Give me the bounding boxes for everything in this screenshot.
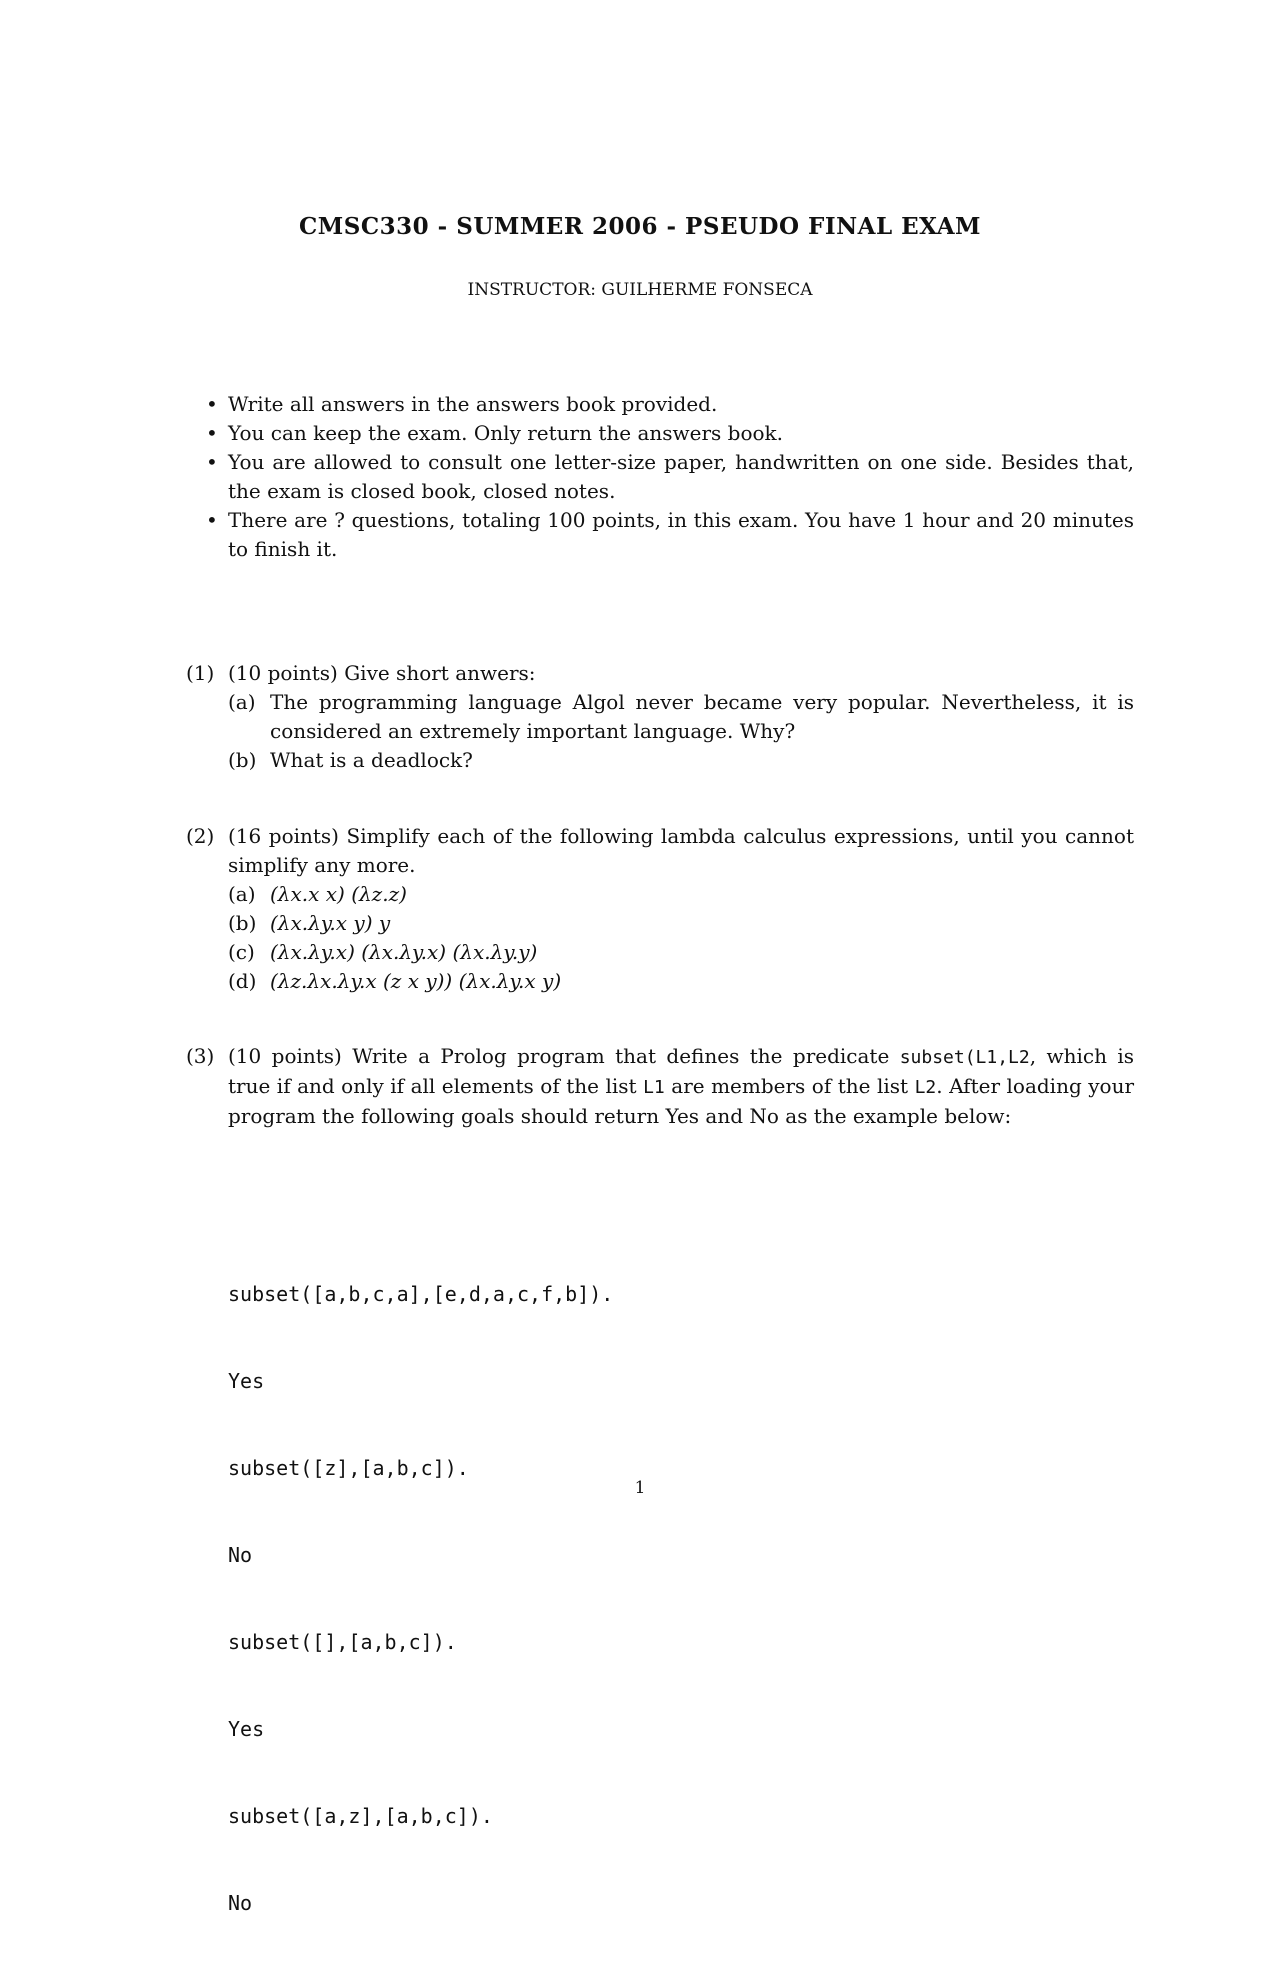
list-name-l1: L1 xyxy=(643,1077,665,1098)
lambda-item-a xyxy=(228,880,1134,909)
instruction-item xyxy=(200,390,1134,419)
question-text-part: (10 points) Write a Prolog program that defines the predicate xyxy=(228,1044,890,1068)
instruction-text: There are ? questions, totaling 100 points, in this exam. You have 1 hour and 20 minutes to finish it. xyxy=(228,508,1134,561)
question-3 xyxy=(186,1042,1134,1131)
code-line: Yes xyxy=(228,1369,265,1393)
bullet-icon: • xyxy=(206,508,218,532)
question-text-part: , which is true if and only if all elements of the list xyxy=(228,1044,1134,1098)
bullet-icon: • xyxy=(206,421,218,445)
instruction-item xyxy=(200,506,1134,564)
code-line: subset([z],[a,b,c]). xyxy=(228,1456,469,1480)
question-2 xyxy=(186,822,1134,996)
instructor-line: INSTRUCTOR: GUILHERME FONSECA xyxy=(467,280,813,300)
subquestion-label: (a) xyxy=(228,690,256,714)
question-text-part: are members of the list xyxy=(671,1074,909,1098)
code-line: subset([a,z],[a,b,c]). xyxy=(228,1804,493,1828)
lambda-item-c xyxy=(228,938,1134,967)
question-1 xyxy=(186,659,1134,775)
subquestion-label: (c) xyxy=(228,940,255,964)
subquestion-label: (a) xyxy=(228,882,256,906)
lambda-item-d xyxy=(228,967,1134,996)
question-number: (1) xyxy=(186,661,215,685)
question-number: (2) xyxy=(186,824,215,848)
bullet-icon: • xyxy=(206,450,218,474)
bullet-icon: • xyxy=(206,392,218,416)
subquestion-a xyxy=(228,688,1134,746)
question-text: (10 points) Give short anwers: xyxy=(228,661,536,685)
lambda-expression: (λx.λy.x y) y xyxy=(270,911,391,935)
instruction-item xyxy=(200,419,1134,448)
exam-title: CMSC330 - SUMMER 2006 - PSEUDO FINAL EXAM xyxy=(298,213,982,240)
lambda-expression: (λx.λy.x) (λx.λy.x) (λx.λy.y) xyxy=(270,940,538,964)
question-text xyxy=(228,1042,1134,1131)
instruction-text: You are allowed to consult one letter-size paper, handwritten on one side. Besides that, the exam is closed book, closed notes. xyxy=(228,450,1134,503)
lambda-expression: (λx.x x) (λz.z) xyxy=(270,882,407,906)
question-text-part: . After loading your program the following goals should return Yes and No as the example below: xyxy=(228,1074,1135,1128)
instruction-item xyxy=(200,448,1134,506)
code-line: No xyxy=(228,1891,253,1915)
predicate-code: subset(L1,L2 xyxy=(899,1047,1030,1068)
list-name-l2: L2 xyxy=(914,1077,937,1098)
subquestion-b xyxy=(228,746,1134,775)
page-number: 1 xyxy=(634,1478,646,1498)
subquestion-text: The programming language Algol never became very popular. Nevertheless, it is considered an extremely important language. Why? xyxy=(270,690,1134,743)
question-text: (16 points) Simplify each of the following lambda calculus expressions, until you cannot simplify any more. xyxy=(228,824,1134,877)
instruction-text: You can keep the exam. Only return the answers book. xyxy=(228,421,784,445)
code-line: subset([],[a,b,c]). xyxy=(228,1630,457,1654)
subquestion-label: (d) xyxy=(228,969,257,993)
subquestion-text: What is a deadlock? xyxy=(270,748,473,772)
code-line: Yes xyxy=(228,1717,265,1741)
lambda-item-b xyxy=(228,909,1134,938)
lambda-expression: (λz.λx.λy.x (z x y)) (λx.λy.x y) xyxy=(270,969,562,993)
instructions-list xyxy=(200,390,1134,564)
instruction-text: Write all answers in the answers book provided. xyxy=(228,392,718,416)
question-number: (3) xyxy=(186,1044,215,1068)
subquestion-label: (b) xyxy=(228,748,257,772)
prolog-example-code xyxy=(228,1222,613,1976)
subquestion-label: (b) xyxy=(228,911,257,935)
code-line: subset([a,b,c,a],[e,d,a,c,f,b]). xyxy=(228,1282,614,1306)
code-line: No xyxy=(228,1543,253,1567)
